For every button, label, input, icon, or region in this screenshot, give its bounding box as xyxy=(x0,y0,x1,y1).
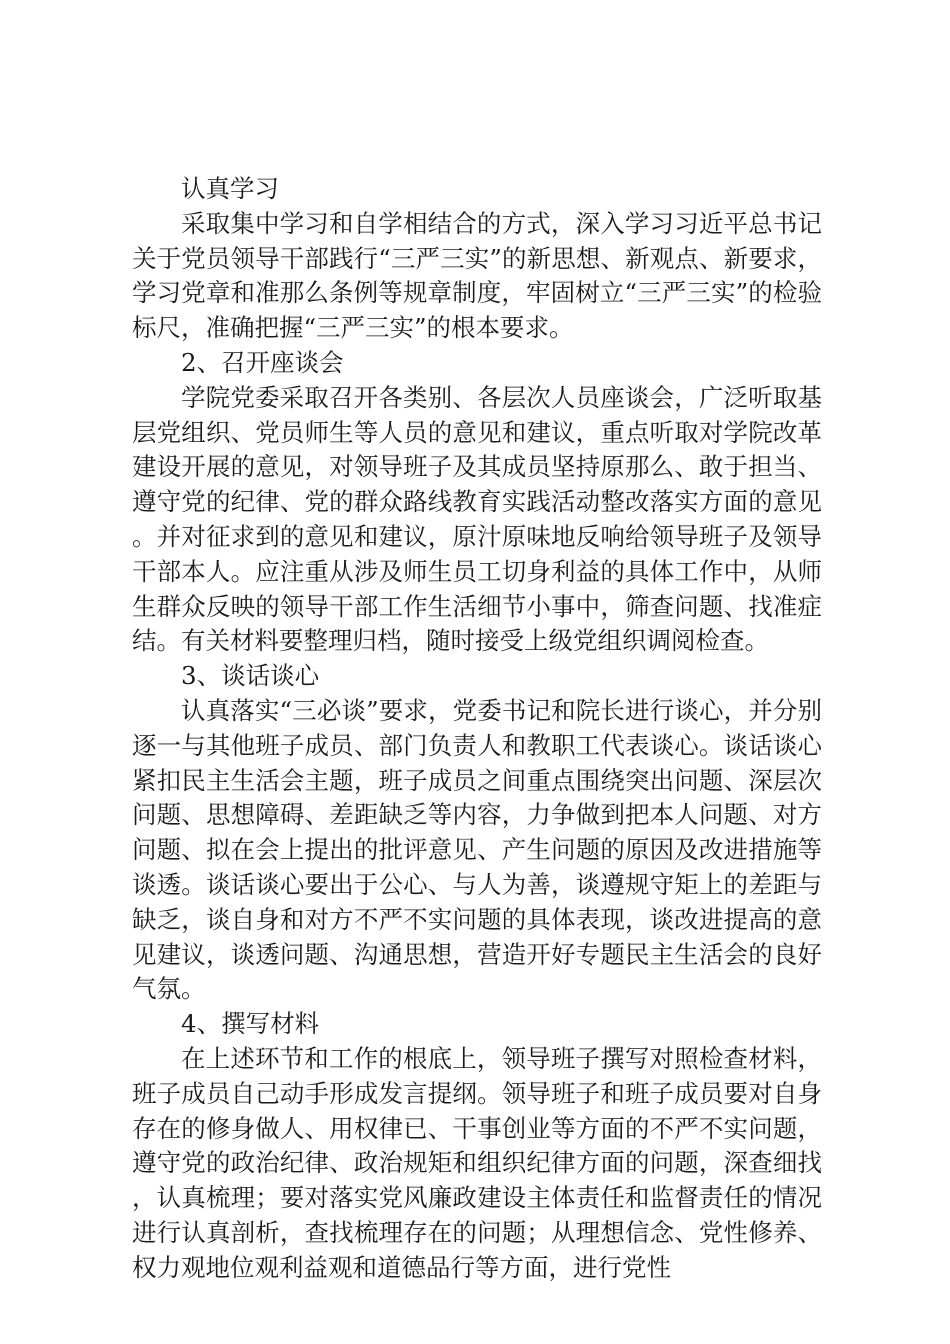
section-heading-talks: 3、谈话谈心 xyxy=(181,661,320,691)
section-heading-study: 认真学习 xyxy=(181,174,279,203)
document-page xyxy=(132,172,822,1286)
section-heading-forum: 2、召开座谈会 xyxy=(181,347,344,377)
section-body-writing: 在上述环节和工作的根底上，领导班子撰写对照检查材料，班子成员自己动手形成发言提纲。领导班子和班子成员要对自身存在的修身做人、用权律已、干事创业等方面的不严不实问题，遵守党的政治纪律、政治规矩和组织纪律方面的问题，深查细找，认真梳理；要对落实党风廉政建设主体责任和监督责任的情况进行认真剖析，查找梳理存在的问题；从理想信念、党性修养、权力观地位观利益观和道德品行等方面，进行党性 xyxy=(132,1043,822,1282)
section-body-study: 采取集中学习和自学相结合的方式，深入学习习近平总书记关于党员领导干部践行“三严三实”的新思想、新观点、新要求，学习党章和准那么条例等规章制度，牢固树立“三严三实”的检验标尺，准确把握“三严三实”的根本要求。 xyxy=(132,208,822,343)
section-body-talks: 认真落实“三必谈”要求，党委书记和院长进行谈心，并分别逐一与其他班子成员、部门负责人和教职工代表谈心。谈话谈心紧扣民主生活会主题，班子成员之间重点围绕突出问题、深层次问题、思想障碍、差距缺乏等内容，力争做到把本人问题、对方问题、拟在会上提出的批评意见、产生问题的原因及改进措施等谈透。谈话谈心要出于公心、与人为善，谈遵规守矩上的差距与缺乏，谈自身和对方不严不实问题的具体表现，谈改进提高的意见建议，谈透问题、沟通思想，营造开好专题民主生活会的良好气氛。 xyxy=(132,695,822,1004)
section-body-forum: 学院党委采取召开各类别、各层次人员座谈会，广泛听取基层党组织、党员师生等人员的意见和建议，重点听取对学院改革建设开展的意见，对领导班子及其成员坚持原那么、敢于担当、遵守党的纪律、党的群众路线教育实践活动整改落实方面的意见。并对征求到的意见和建议，原汁原味地反响给领导班子及领导干部本人。应注重从涉及师生员工切身利益的具体工作中，从师生群众反映的领导干部工作生活细节小事中，筛查问题、找准症结。有关材料要整理归档，随时接受上级党组织调阅检查。 xyxy=(132,382,822,656)
section-heading-writing: 4、撰写材料 xyxy=(181,1009,320,1039)
